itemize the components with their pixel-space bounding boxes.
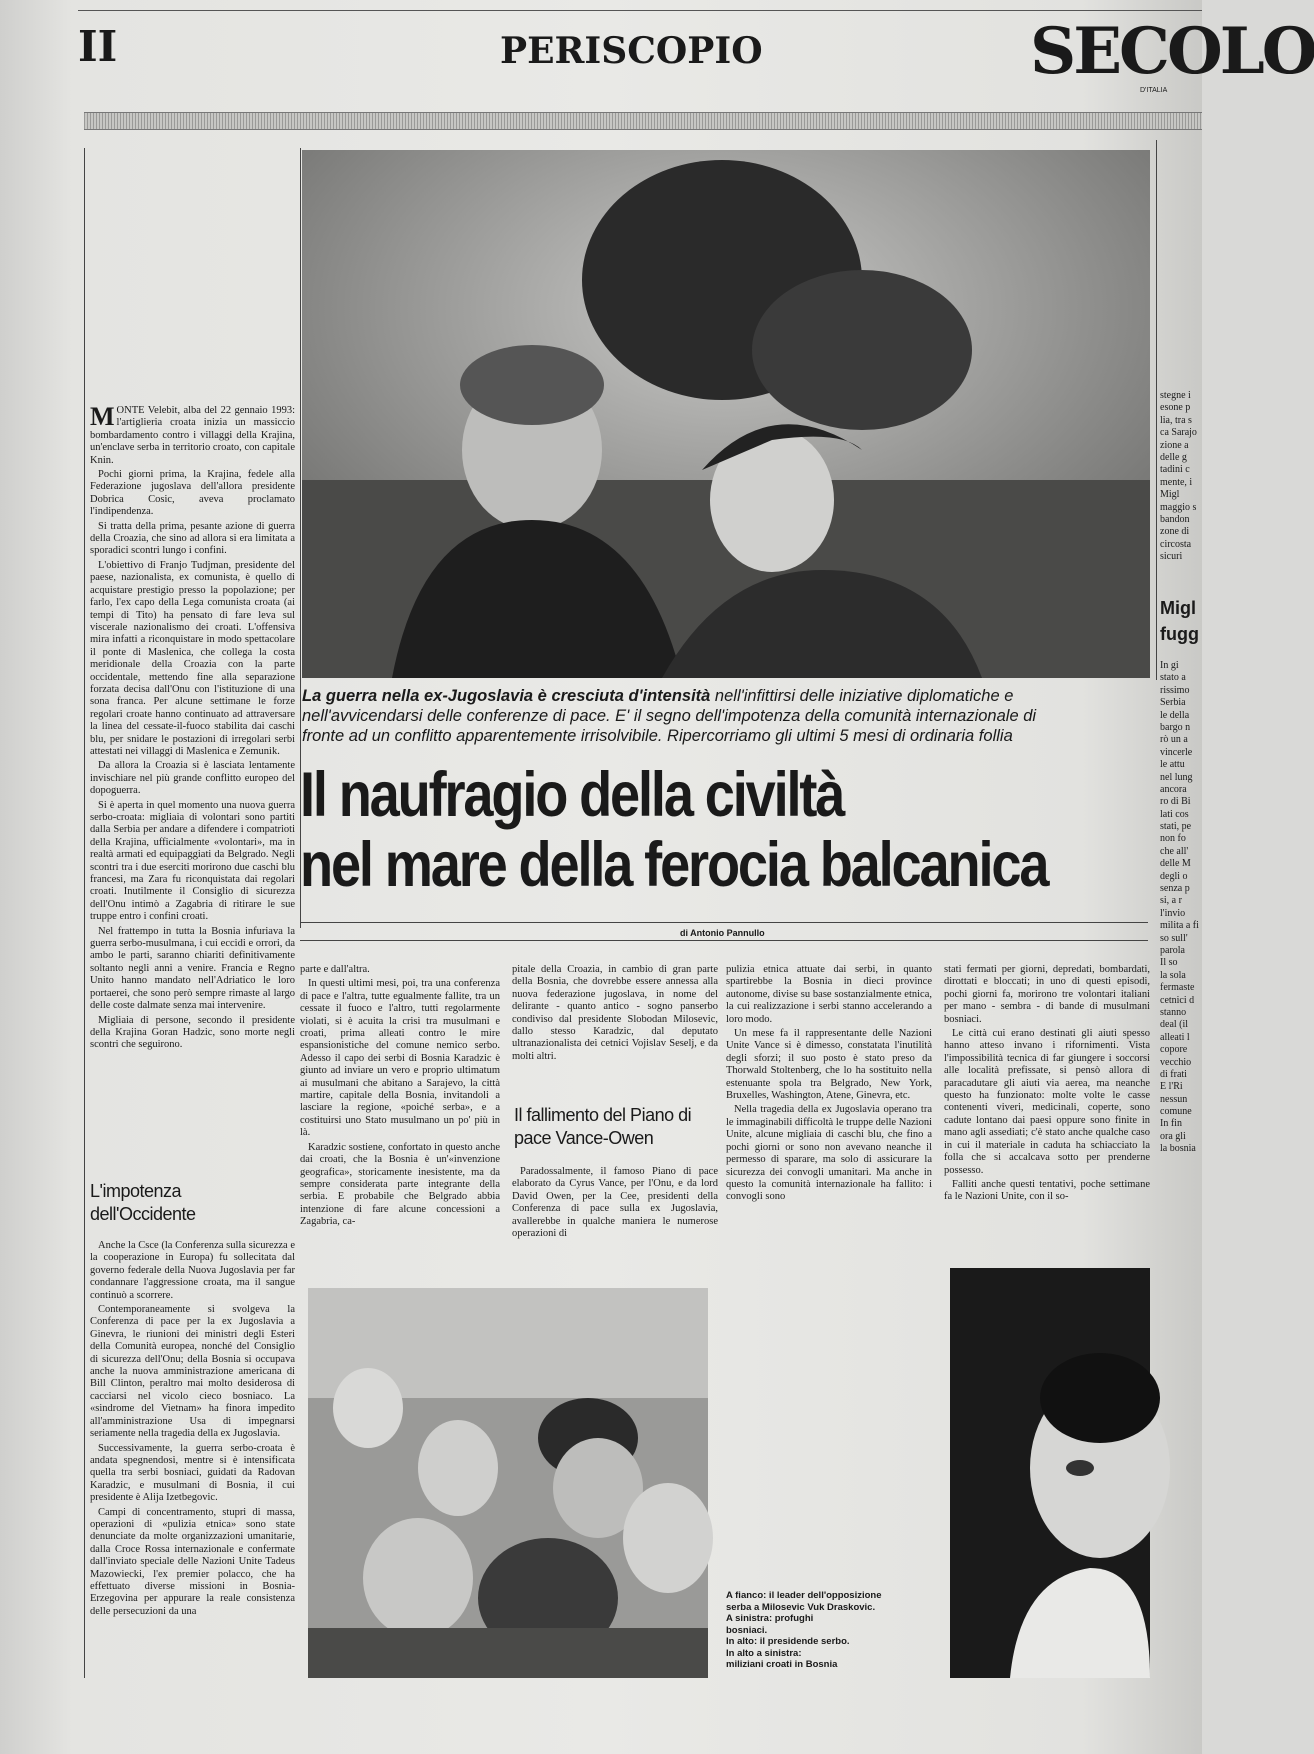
strip-line: ro di Bi (1160, 796, 1191, 808)
headline (300, 760, 1048, 900)
strip-line: deal (il (1160, 1019, 1189, 1031)
caption-line: A sinistra: profughi (726, 1613, 814, 1624)
strip-line: milita a fi (1160, 920, 1199, 932)
photo-caption-main (302, 686, 1062, 746)
byline: di Antonio Pannullo (680, 928, 765, 938)
strip-line: lati cos (1160, 808, 1189, 820)
article-column-2 (300, 964, 500, 1254)
strip-line: so sull' (1160, 932, 1188, 944)
col5-paragraph: stati fermati per giorni, depredati, bombardati, dirottati e bloccati; in uno di questi episodi, pochi giorni fa, morirono tre volontari italiani per mano - sembra - di bande di musulmani bosniaci. (944, 964, 1150, 1025)
strip-line: copore (1160, 1044, 1188, 1056)
caption-body: nell'infittirsi delle iniziative diplomatiche e nell'avvicendarsi delle conferenze di pace. E' il segno dell'impotenza della comunità internazionale di fronte ad un conflitto apparentemente irrisolvibile. Ripercorriamo gli ultimi 5 mesi di ordinaria follia (302, 687, 1037, 745)
col3-paragraph: pitale della Croazia, in cambio di gran parte della Bosnia, che dovrebbe essere annessa alla nuova federazione jugoslava, in nome del delirante - quanto antico - sogno panserbo condiviso dal presidente Slobodan Milosevic, dallo stesso Karadzic, dal deputato ultranazionalista dei cetnici Vojislav Seselj, e da molti altri. (512, 964, 718, 1062)
col1-paragraph: Da allora la Croazia si è lasciata lentamente invischiare nel più grande conflitto europeo del dopoguerra. (90, 760, 295, 797)
col1-paragraph: L'obiettivo di Franjo Tudjman, presidente del paese, nazionalista, ex comunista, è quello di acquistare prestigio presso la popolazione; per farlo, l'ex capo della Lega comunista croata (ai tempi di Tito) ha pensato di fare leva sul viscerale nazionalismo dei croati. L'offensiva mira infatti a riconquistare in modo spettacolare il ponte di Maslenica, che collega la costa meridionale della Croazia con la parte occidentale, mettendo fine alla separazione forzata decisa dall'Onu con l'istituzione di una sona franca. Per alcune settimane le forze regolari croate hanno continuato ad attraversare la linea del cessate-il-fuoco stabilita dai caschi blu, per snidare le postazioni di irregolari serbi attestati nei villaggi di Maslenica e Zemunik. (90, 559, 295, 757)
col4-paragraph: Un mese fa il rappresentante delle Nazioni Unite Vance si è dimesso, constatata l'inutilità degli sforzi; il suo posto è stato preso da Thorwald Stoltenberg, che lo ha sostituito nella estenuante spola tra Belgrado, New York, Bruxelles, Washington, Atene, Ginevra, etc. (726, 1028, 932, 1102)
adjacent-column-top (1160, 390, 1202, 563)
col5-paragraph: Le città cui erano destinati gli aiuti spesso hanno atteso invano i rifornimenti. Vista l'impossibilità tecnica di far giungere i soccorsi alle località prefissate, si pensò allora di paracadutare gli aiuti via aerea, ma neanche questo ha funzionato: molte volte le casse contenenti viveri, medicinali, coperte, sono cadute lontano dai paesi oppure sono finite in mano agli assediati; c'è stato anche qualche caso in cui il materiale in caduta ha schiacciato la folla che si accalcava sotto per prenderne possesso. (944, 1028, 1150, 1176)
militiamen-photo-graphic (302, 150, 1150, 678)
masthead: SECOLO (1030, 14, 1314, 89)
strip-line: sicuri (1160, 551, 1183, 563)
strip-line: ora gli (1160, 1130, 1186, 1142)
strip-line: tadini c (1160, 464, 1190, 476)
byline-rule (300, 940, 1148, 941)
strip-line: Il so (1160, 957, 1178, 969)
caption-line: miliziani croati in Bosnia (726, 1659, 838, 1670)
col1-text: ONTE Velebit, alba del 22 gennaio 1993: l'artiglieria croata inizia un massiccio bombardamento contro i villaggi della Krajina, un'enclave serba in territorio croato, con capitale Knin. (90, 405, 295, 466)
strip-line: maggio s (1160, 501, 1197, 513)
article-column-3 (512, 964, 718, 1084)
strip-line: vecchio (1160, 1056, 1192, 1068)
photo-caption-bottom (726, 1590, 916, 1671)
col1-paragraph: Si è aperta in quel momento una nuova guerra serbo-croata: migliaia di volontari sono partiti dalla Serbia per andare a difendere i compatrioti della Krajina, ufficialmente «volontari», ma in realtà armati ed equipaggiati da Belgrado. Negli scontri tra i due eserciti morirono due caschi blu francesi, ma Zara fu riconquistata dai regolari croati. Inutilmente il Consiglio di sicurezza dell'Onu intimò a Zagabria di ritirare le sue truppe entro i confini croati. (90, 799, 295, 923)
strip-line: In fin (1160, 1118, 1182, 1130)
strip-line: senza p (1160, 883, 1190, 895)
subhead-fallimento: Il fallimento del Piano di pace Vance-Owen (514, 1105, 692, 1148)
strip-line: comune (1160, 1106, 1192, 1118)
photo-vuk-draskovic (950, 1268, 1150, 1678)
top-rule (78, 10, 1202, 11)
strip-line: rissimo (1160, 684, 1190, 696)
col2-paragraph: parte e dall'altra. (300, 964, 370, 975)
col1-paragraph: Nel frattempo in tutta la Bosnia infuriava la guerra serbo-musulmana, i cui eccidi e orrori, da ambo le parti, saranno chiariti definitivamente soltanto negli anni a venire. Francia e Regno Unito hanno mandato nell'Adriatico le loro portaerei, che sono però sempre rimaste al largo delle coste dalmate senza mai intervenire. (90, 925, 295, 1012)
strip-line: rò un a (1160, 734, 1188, 746)
article-column-4 (726, 964, 932, 1256)
strip-line: zone di (1160, 526, 1190, 538)
strip-line: vincerle (1160, 746, 1193, 758)
caption-line: In alto: il presidende serbo. (726, 1636, 850, 1647)
strip-line: fermaste (1160, 982, 1195, 994)
strip-line: non fo (1160, 833, 1186, 845)
subhead-impotenza: L'impotenza dell'Occidente (90, 1181, 196, 1224)
strip-line: Serbia (1160, 697, 1186, 709)
strip-line: parola (1160, 944, 1185, 956)
page-number: II (78, 22, 118, 71)
caption-line: serba a Milosevic Vuk Draskovic. (726, 1601, 876, 1613)
strip-line: bargo n (1160, 721, 1191, 733)
masthead-subtitle: D'ITALIA (1140, 87, 1168, 94)
refugees-photo-graphic (308, 1288, 708, 1678)
strip-line: nel lung (1160, 771, 1193, 783)
col2-paragraph: In questi ultimi mesi, poi, tra una conferenza di pace e l'altra, tutte egualmente fallite, tra un cessate il fuoco e l'altro, tutti regolarmente violati, si è acuita la crisi tra musulmani e croati, prima alleati contro le mire espansionistiche del comune nemico serbo. Adesso il capo dei serbi di Bosnia Karadzic è giunto ad inviare un vero e proprio ultimatum ai musulmani che abitano a Sarajevo, la città martire, capitale della Bosnia, invitandoli a lasciare la regione, «poiché serba», e a costituirsi uno Stato musulmano un po' più in là. (300, 978, 500, 1139)
col4-paragraph: pulizia etnica attuate dai serbi, in quanto spartirebbe la Bosnia in dieci province autonome, divise su base sostanzialmente etnica, la cui realizzazione i serbi stanno accelerando a loro modo. (726, 964, 932, 1025)
strip-line: degli o (1160, 870, 1188, 882)
headline-rule (300, 922, 1148, 923)
strip-line: lia, tra s (1160, 414, 1192, 426)
col1-paragraph-1 (90, 402, 295, 467)
strip-line: nessun (1160, 1093, 1188, 1105)
strip-line: l'invio (1160, 907, 1186, 919)
col1-paragraph: Pochi giorni prima, la Krajina, fedele alla Federazione jugoslava dell'allora presidente Dobrica Cosic, aveva proclamato l'indipendenza. (90, 469, 295, 518)
col1-paragraph: Migliaia di persone, secondo il presidente della Krajina Goran Hadzic, sono morte negli scontri che seguirono. (90, 1014, 295, 1051)
headline-line-1: Il naufragio della civiltà (300, 760, 844, 830)
headline-line-2: nel mare della ferocia balcanica (300, 830, 1048, 900)
article-column-1 (90, 402, 295, 1177)
strip-line: la bosnia (1160, 1143, 1196, 1155)
col1b-paragraph: Contemporaneamente si svolgeva la Conferenza di pace per la ex Jugoslavia a Ginevra, le riunioni dei ministri degli Esteri della Comunità europea, nonché del Consiglio di sicurezza dell'Onu; della Bosnia si occupava anche la nuova amministrazione americana di Bill Clinton, peraltro mai molto desiderosa di cacciarsi nel vicolo cieco bosniaco. La «sindrome del Vietnam» ha finora impedito all'amministrazione Usa di impegnarsi seriamente nella tragedia della ex Jugoslavia. (90, 1304, 295, 1440)
adjacent-subhead-1: Migl (1160, 598, 1196, 618)
strip-line: la sola (1160, 969, 1186, 981)
strip-line: si, a r (1160, 895, 1182, 907)
caption-line: bosniaci. (726, 1624, 768, 1636)
strip-line: Migl (1160, 489, 1180, 501)
col4-paragraph: Nella tragedia della ex Jugoslavia operano tra le immaginabili difficoltà le truppe delle Nazioni Unite, alcune migliaia di caschi blu, che fino a pochi giorni or sono non avevano neanche il permesso di sparare, ma solo di assicurare la sicurezza dei convogli umanitari. Ma anche in questo la comunità internazionale ha fallito: i convogli sono (726, 1104, 932, 1203)
strip-line: mente, i (1160, 476, 1193, 488)
column-rule (84, 148, 85, 1678)
strip-line: esone p (1160, 402, 1191, 414)
strip-line: stato a (1160, 672, 1186, 684)
dropcap: M (90, 402, 115, 431)
section-title: PERISCOPIO (500, 30, 763, 72)
top-photo-militiamen (302, 150, 1150, 678)
draskovic-photo-graphic (950, 1268, 1150, 1678)
strip-line: ca Sarajo (1160, 427, 1197, 439)
strip-line: le attu (1160, 759, 1185, 771)
strip-line: di frati (1160, 1068, 1187, 1080)
col5-paragraph: Falliti anche questi tentativi, poche settimane fa le Nazioni Unite, con il so- (944, 1178, 1150, 1203)
article-column-3b (512, 1166, 718, 1256)
col2-paragraph: Karadzic sostiene, confortato in questo anche dai croati, che la Bosnia è un'«invenzione geografica», storicamente inesistente, ma da sempre considerata parte integrante della serbia. E probabile che Belgrado abbia intenzione di fare alcune concessioni a Zagabria, ca- (300, 1141, 500, 1228)
strip-line: stati, pe (1160, 821, 1192, 833)
strip-line: stanno (1160, 1006, 1187, 1018)
article-column-5 (944, 964, 1150, 1256)
strip-line: In gi (1160, 660, 1179, 671)
strip-line: le della (1160, 709, 1190, 721)
adjacent-subhead-2: fugg (1160, 624, 1199, 644)
header-band (84, 112, 1202, 130)
column-rule (1156, 140, 1157, 680)
strip-line: stegne i (1160, 390, 1191, 401)
strip-line: circosta (1160, 538, 1192, 550)
strip-line: che all' (1160, 845, 1189, 857)
strip-line: E l'Ri (1160, 1081, 1183, 1093)
caption-line: A fianco: il leader dell'opposizione (726, 1590, 882, 1601)
adjacent-column-bottom (1160, 660, 1202, 1240)
caption-lead: La guerra nella ex-Jugoslavia è cresciuta d'intensità (302, 687, 711, 705)
strip-line: cetnici d (1160, 994, 1195, 1006)
col1b-paragraph: Campi di concentramento, stupri di massa, operazioni di «pulizia etnica» sono state denunciate da molte organizzazioni umanitarie, dalla Croce Rossa internazionale e confermate dall'inviato speciale delle Nazioni Unite Tadeus Mazowiecki, l'ex premier polacco, che ha effettuato diverse missioni in Bosnia-Erzegovina per appurare la reale consistenza delle persecuzioni da una (90, 1506, 295, 1617)
strip-line: ancora (1160, 783, 1187, 795)
strip-line: alleati l (1160, 1031, 1190, 1043)
strip-line: delle g (1160, 451, 1187, 463)
article-column-1b (90, 1240, 295, 1680)
col1b-paragraph: Anche la Csce (la Conferenza sulla sicurezza e la cooperazione in Europa) fu sollecitata dal governo federale della Nuova Jugoslavia per far condannare l'aggressione croata, ma il sangue continuò a scorrere. (90, 1240, 295, 1301)
strip-line: bandon (1160, 513, 1190, 525)
photo-bosnian-refugees (308, 1288, 708, 1678)
col3b-paragraph: Paradossalmente, il famoso Piano di pace elaborato da Cyrus Vance, per l'Onu, e da lord David Owen, per la Cee, presidenti della Conferenza di pace sulla ex Jugoslavia, avallerebbe in qualche maniera le numerose operazioni di (512, 1166, 718, 1240)
col1-paragraph: Si tratta della prima, pesante azione di guerra della Croazia, che sino ad allora si era limitata a sporadici scontri lungo i confini. (90, 520, 295, 557)
col1b-paragraph: Successivamente, la guerra serbo-croata è andata spegnendosi, mentre si è intensificata quella tra serbi bosniaci, guidati da Radovan Karadzic, e musulmani di Bosnia, il cui presidente è Alija Izetbegovic. (90, 1442, 295, 1504)
caption-line: In alto a sinistra: (726, 1647, 802, 1659)
strip-line: delle M (1160, 858, 1191, 870)
strip-line: zione a (1160, 439, 1189, 451)
